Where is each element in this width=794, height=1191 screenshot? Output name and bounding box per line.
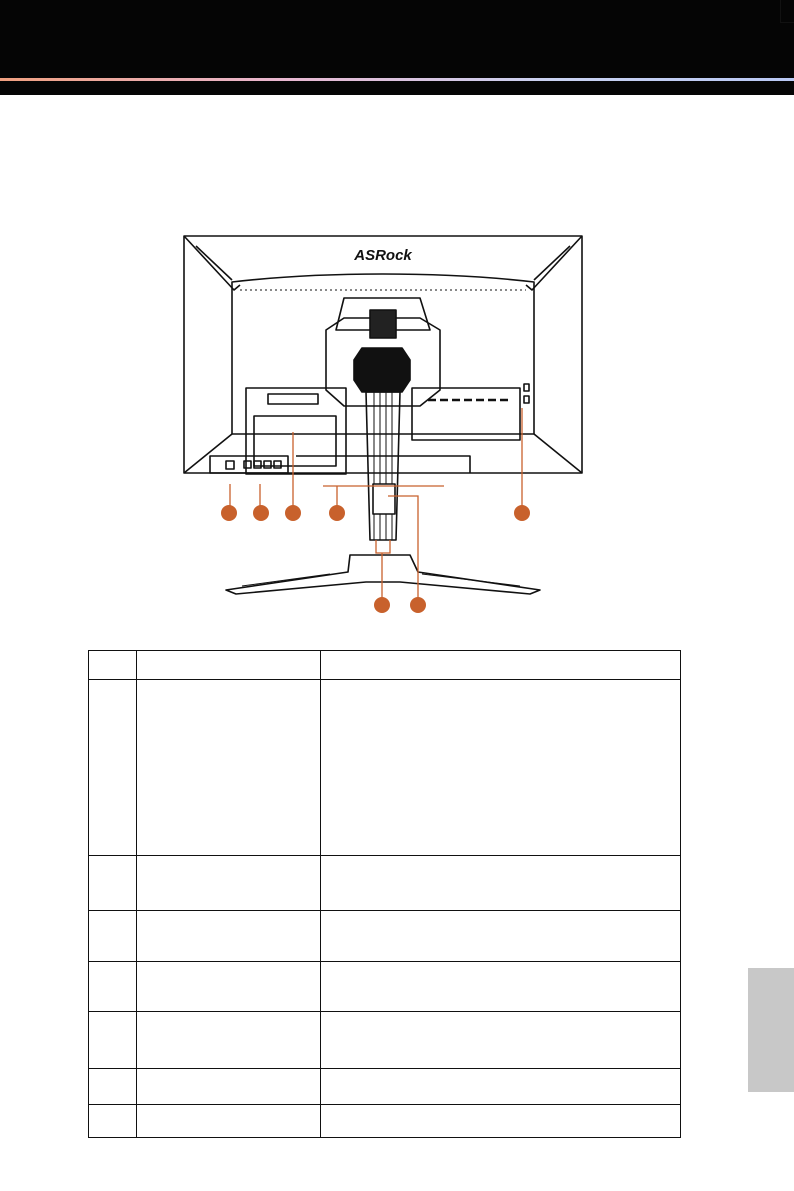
table-row [89,962,681,1012]
callout-marker-3 [285,505,301,521]
table-cell [137,962,321,1012]
table-row [89,1105,681,1138]
right-io-box [412,388,520,440]
ports-table [88,650,681,1138]
corner-wedge-bottom-left [184,434,232,473]
brand-logo: ASRock [354,247,412,264]
stand-hinge-octagon [354,348,410,392]
table-cell [321,911,681,962]
callout-marker-4 [329,505,345,521]
corner-wedge-bottom-right [534,434,582,473]
table-row [89,1069,681,1105]
table-cell [89,680,137,856]
table-row [89,680,681,856]
table-cell [89,911,137,962]
table-cell [89,1069,137,1105]
table-cell [137,680,321,856]
table-row [89,1012,681,1069]
table-row [89,856,681,911]
table-cell [321,1012,681,1069]
stand-base [226,555,540,594]
table-header-row [89,651,681,680]
callout-marker-2 [253,505,269,521]
table-cell [137,1069,321,1105]
table-row [89,911,681,962]
cable-clip [373,484,395,514]
power-label-plate [268,394,318,404]
callout-markers [221,505,530,613]
table-cell [321,680,681,856]
leader-line-6 [376,540,390,598]
bottom-port-strip [210,456,288,473]
table-cell [89,962,137,1012]
language-side-tab [748,968,794,1092]
header-no [89,651,137,680]
table-cell [89,1012,137,1069]
table-cell [321,1105,681,1138]
header-item [137,651,321,680]
callout-marker-7 [410,597,426,613]
table-cell [137,911,321,962]
table-cell [137,856,321,911]
callout-marker-5 [514,505,530,521]
table-cell [321,1069,681,1105]
header-description [321,651,681,680]
table-cell [89,1105,137,1138]
table-cell [137,1012,321,1069]
callout-marker-6 [374,597,390,613]
table-cell [321,962,681,1012]
callout-marker-1 [221,505,237,521]
table-cell [321,856,681,911]
table-cell [89,856,137,911]
table-cell [137,1105,321,1138]
vesa-plate [254,416,336,466]
stand-column [366,392,400,540]
